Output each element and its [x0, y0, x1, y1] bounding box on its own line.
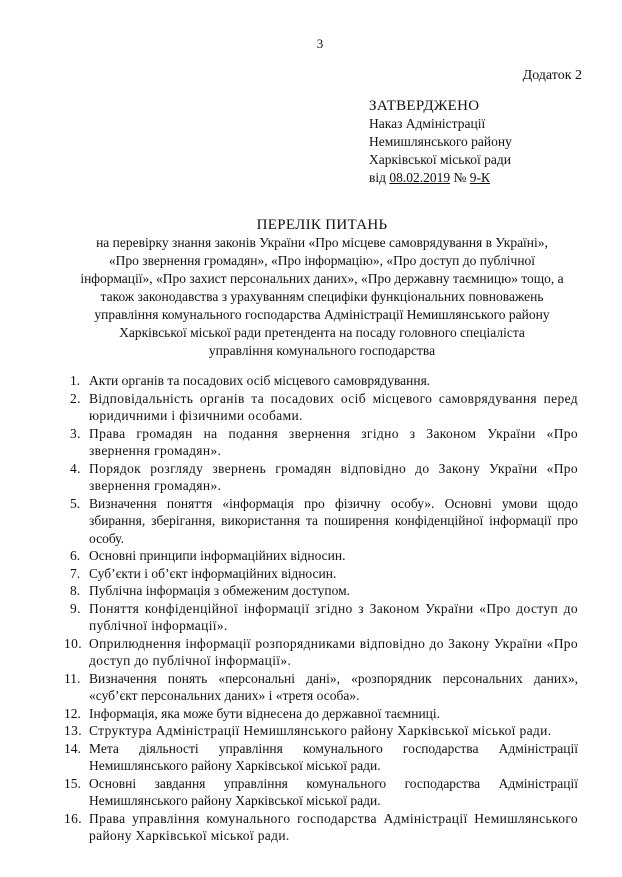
title-line: на перевірку знання законів України «Про місцеве самоврядування в Україні», — [96, 235, 548, 250]
questions-list — [64, 372, 578, 845]
list-item — [64, 775, 578, 810]
title-line: інформації», «Про захист персональних даних», «Про державну таємницю» тощо, а — [80, 271, 564, 286]
approval-heading: ЗАТВЕРДЖЕНО — [369, 98, 480, 114]
list-item — [70, 372, 578, 390]
item-text: Права громадян на подання звернення згідно з Законом України «Про звернення громадян». — [89, 425, 578, 458]
item-text: Акти органів та посадових осіб місцевого самоврядування. — [89, 373, 431, 388]
title-line: управління комунального господарства — [208, 343, 436, 358]
item-text: Публічна інформація з обмеженим доступом. — [89, 583, 351, 598]
item-number: 2. — [70, 390, 81, 406]
item-text: Основні принципи інформаційних відносин. — [89, 548, 346, 563]
annex-label: Додаток 2 — [522, 68, 582, 83]
approval-district-line: Немишлянського району — [369, 134, 512, 149]
list-item — [70, 390, 578, 425]
approval-date: 08.02.2019 — [389, 170, 451, 185]
item-text: Мета діяльності управління комунального господарства Адміністрації Немишлянського району Харківської міської ради. — [89, 740, 578, 773]
page-number: 3 — [316, 36, 324, 51]
document-title-block — [52, 216, 592, 360]
item-text: Основні завдання управління комунального господарства Адміністрації Немишлянського району Харківської міської ради. — [89, 775, 578, 808]
list-item — [70, 425, 578, 460]
list-item — [70, 565, 578, 583]
list-item — [70, 495, 578, 548]
list-item — [64, 722, 578, 740]
item-number: 3. — [70, 425, 81, 441]
item-number: 14. — [64, 740, 81, 756]
approval-date-prefix: від — [369, 170, 386, 185]
list-item — [70, 582, 578, 600]
item-text: Визначення поняття «інформація про фізичну особу». Основні умови щодо збирання, зберігання, використання та поширення конфіденційної інформації про особу. — [89, 495, 578, 546]
title-line: «Про звернення громадян», «Про інформацію», «Про доступ до публічної — [108, 253, 536, 268]
list-item — [70, 460, 578, 495]
item-number: 7. — [70, 565, 81, 581]
approval-number: 9-К — [469, 170, 491, 185]
title-line: управління комунального господарства Адміністрації Немишлянського району — [94, 307, 550, 322]
item-text: Інформація, яка може бути віднесена до державної таємниці. — [89, 705, 441, 721]
item-number: 16. — [64, 810, 82, 826]
item-text: Права управління комунального господарства Адміністрації Немишлянського району Харківської міської ради. — [89, 810, 578, 843]
item-text: Порядок розгляду звернень громадян відповідно до Закону України «Про звернення громадян». — [89, 460, 578, 493]
item-number: 8. — [70, 583, 81, 598]
item-number: 11. — [64, 670, 81, 686]
item-text: Відповідальність органів та посадових осіб місцевого самоврядування перед юридичними і фізичними особами. — [89, 390, 578, 423]
list-item — [64, 740, 578, 775]
approval-council-line: Харківської міської ради — [369, 152, 512, 167]
item-number: 6. — [70, 548, 81, 563]
approval-number-prefix: № — [453, 170, 467, 185]
approval-stamp-block — [369, 97, 512, 187]
list-item — [64, 635, 578, 670]
item-number: 4. — [70, 460, 81, 476]
title-line: Харківської міської ради претендента на посаду головного спеціаліста — [119, 325, 525, 340]
item-text: Структура Адміністрації Немишлянського району Харківської міської ради. — [89, 723, 552, 738]
item-text: Поняття конфіденційної інформації згідно з Законом України «Про доступ до публічної інформації». — [89, 600, 578, 633]
item-text: Оприлюднення інформації розпорядниками відповідно до Закону України «Про доступ до публічної інформації». — [89, 635, 578, 668]
item-number: 13. — [64, 723, 82, 738]
approval-date-line — [369, 169, 512, 187]
item-number: 15. — [64, 775, 81, 791]
title-line: також законодавства з урахуванням специфіки функціональних повноважень — [100, 289, 544, 304]
item-number: 10. — [64, 635, 82, 651]
list-item — [70, 547, 578, 565]
item-number: 9. — [70, 600, 81, 616]
list-item — [64, 810, 578, 845]
list-item — [64, 670, 578, 705]
item-number: 5. — [70, 495, 81, 511]
approval-order-line: Наказ Адміністрації — [369, 116, 486, 131]
item-number: 1. — [70, 373, 81, 388]
document-title: ПЕРЕЛІК ПИТАНЬ — [256, 217, 388, 233]
item-text: Суб’єкти і об’єкт інформаційних відносин. — [89, 565, 337, 581]
item-text: Визначення понять «персональні дані», «розпорядник персональних даних», «суб’єкт персональних даних» і «третя особа». — [89, 670, 578, 703]
list-item — [70, 600, 578, 635]
item-number: 12. — [64, 705, 81, 721]
list-item — [64, 705, 578, 723]
